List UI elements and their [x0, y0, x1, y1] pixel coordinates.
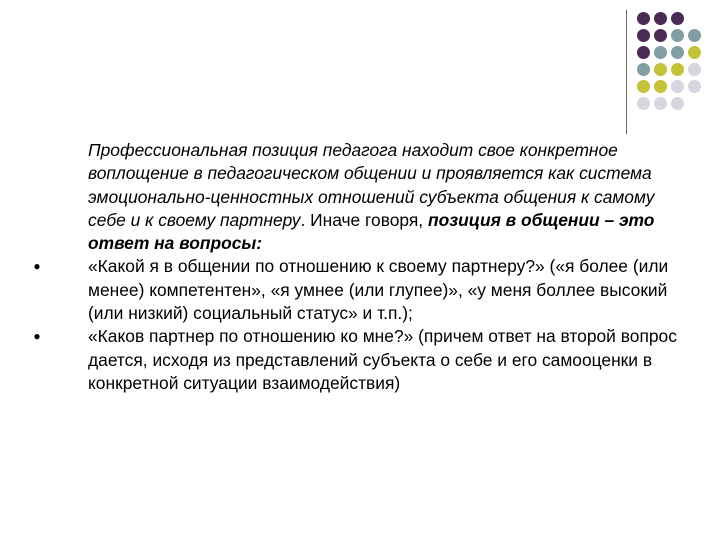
decorative-dot: [671, 46, 684, 59]
bullet-2-text: «Каков партнер по отношению ко мне?» (причем ответ на второй вопрос дается, исходя из представлений субъекта о себе и его самооценки в конкретной ситуации взаимодействия): [88, 326, 677, 393]
bullet-1-text: «Какой я в общении по отношению к своему партнеру?» («я более (или менее) компетентен», «я умнее (или глупее)», «у меня боллее высокий (или низкий) социальный статус» и т.п.);: [88, 256, 669, 324]
decorative-dot: [671, 12, 684, 25]
decorative-dot: [654, 80, 667, 93]
decorative-dot: [654, 12, 667, 25]
decorative-dot: [637, 12, 650, 25]
decorative-dot: [654, 29, 667, 42]
bullet-item-2: [33, 325, 694, 395]
vertical-divider: [626, 10, 627, 134]
intro-paragraph: [44, 139, 694, 255]
decorative-dot: [637, 63, 650, 76]
intro-italic: Профессиональная позиция педагога находит свое конкретное воплощение в педагогическом общении и проявляется как система эмоционально-ценностных отношений субъекта общения к самому себе и к своему партнеру: [88, 140, 655, 230]
decorative-dot: [671, 80, 684, 93]
intro-bold: позиция в общении – это ответ на вопросы:: [88, 209, 655, 254]
decorative-dot: [637, 29, 650, 42]
bullet-dot-icon: ●: [33, 329, 41, 344]
decorative-dot: [671, 97, 684, 110]
decorative-dot: [654, 63, 667, 76]
intro-plain: . Иначе говоря,: [300, 209, 428, 230]
intro-text: [88, 139, 694, 255]
decorative-dot: [654, 46, 667, 59]
decorative-dot: [688, 80, 701, 93]
bullet-item-1: [33, 255, 694, 325]
decorative-dot: [637, 46, 650, 59]
slide-text-body: [33, 139, 694, 395]
decorative-dot-grid: [0, 0, 720, 120]
decorative-dot: [688, 29, 701, 42]
decorative-dot: [637, 80, 650, 93]
decorative-dot: [688, 46, 701, 59]
bullet-dot-icon: ●: [33, 259, 41, 274]
decorative-dot: [637, 97, 650, 110]
decorative-dot: [654, 97, 667, 110]
decorative-dot: [688, 63, 701, 76]
decorative-dot: [671, 29, 684, 42]
decorative-dot: [671, 63, 684, 76]
